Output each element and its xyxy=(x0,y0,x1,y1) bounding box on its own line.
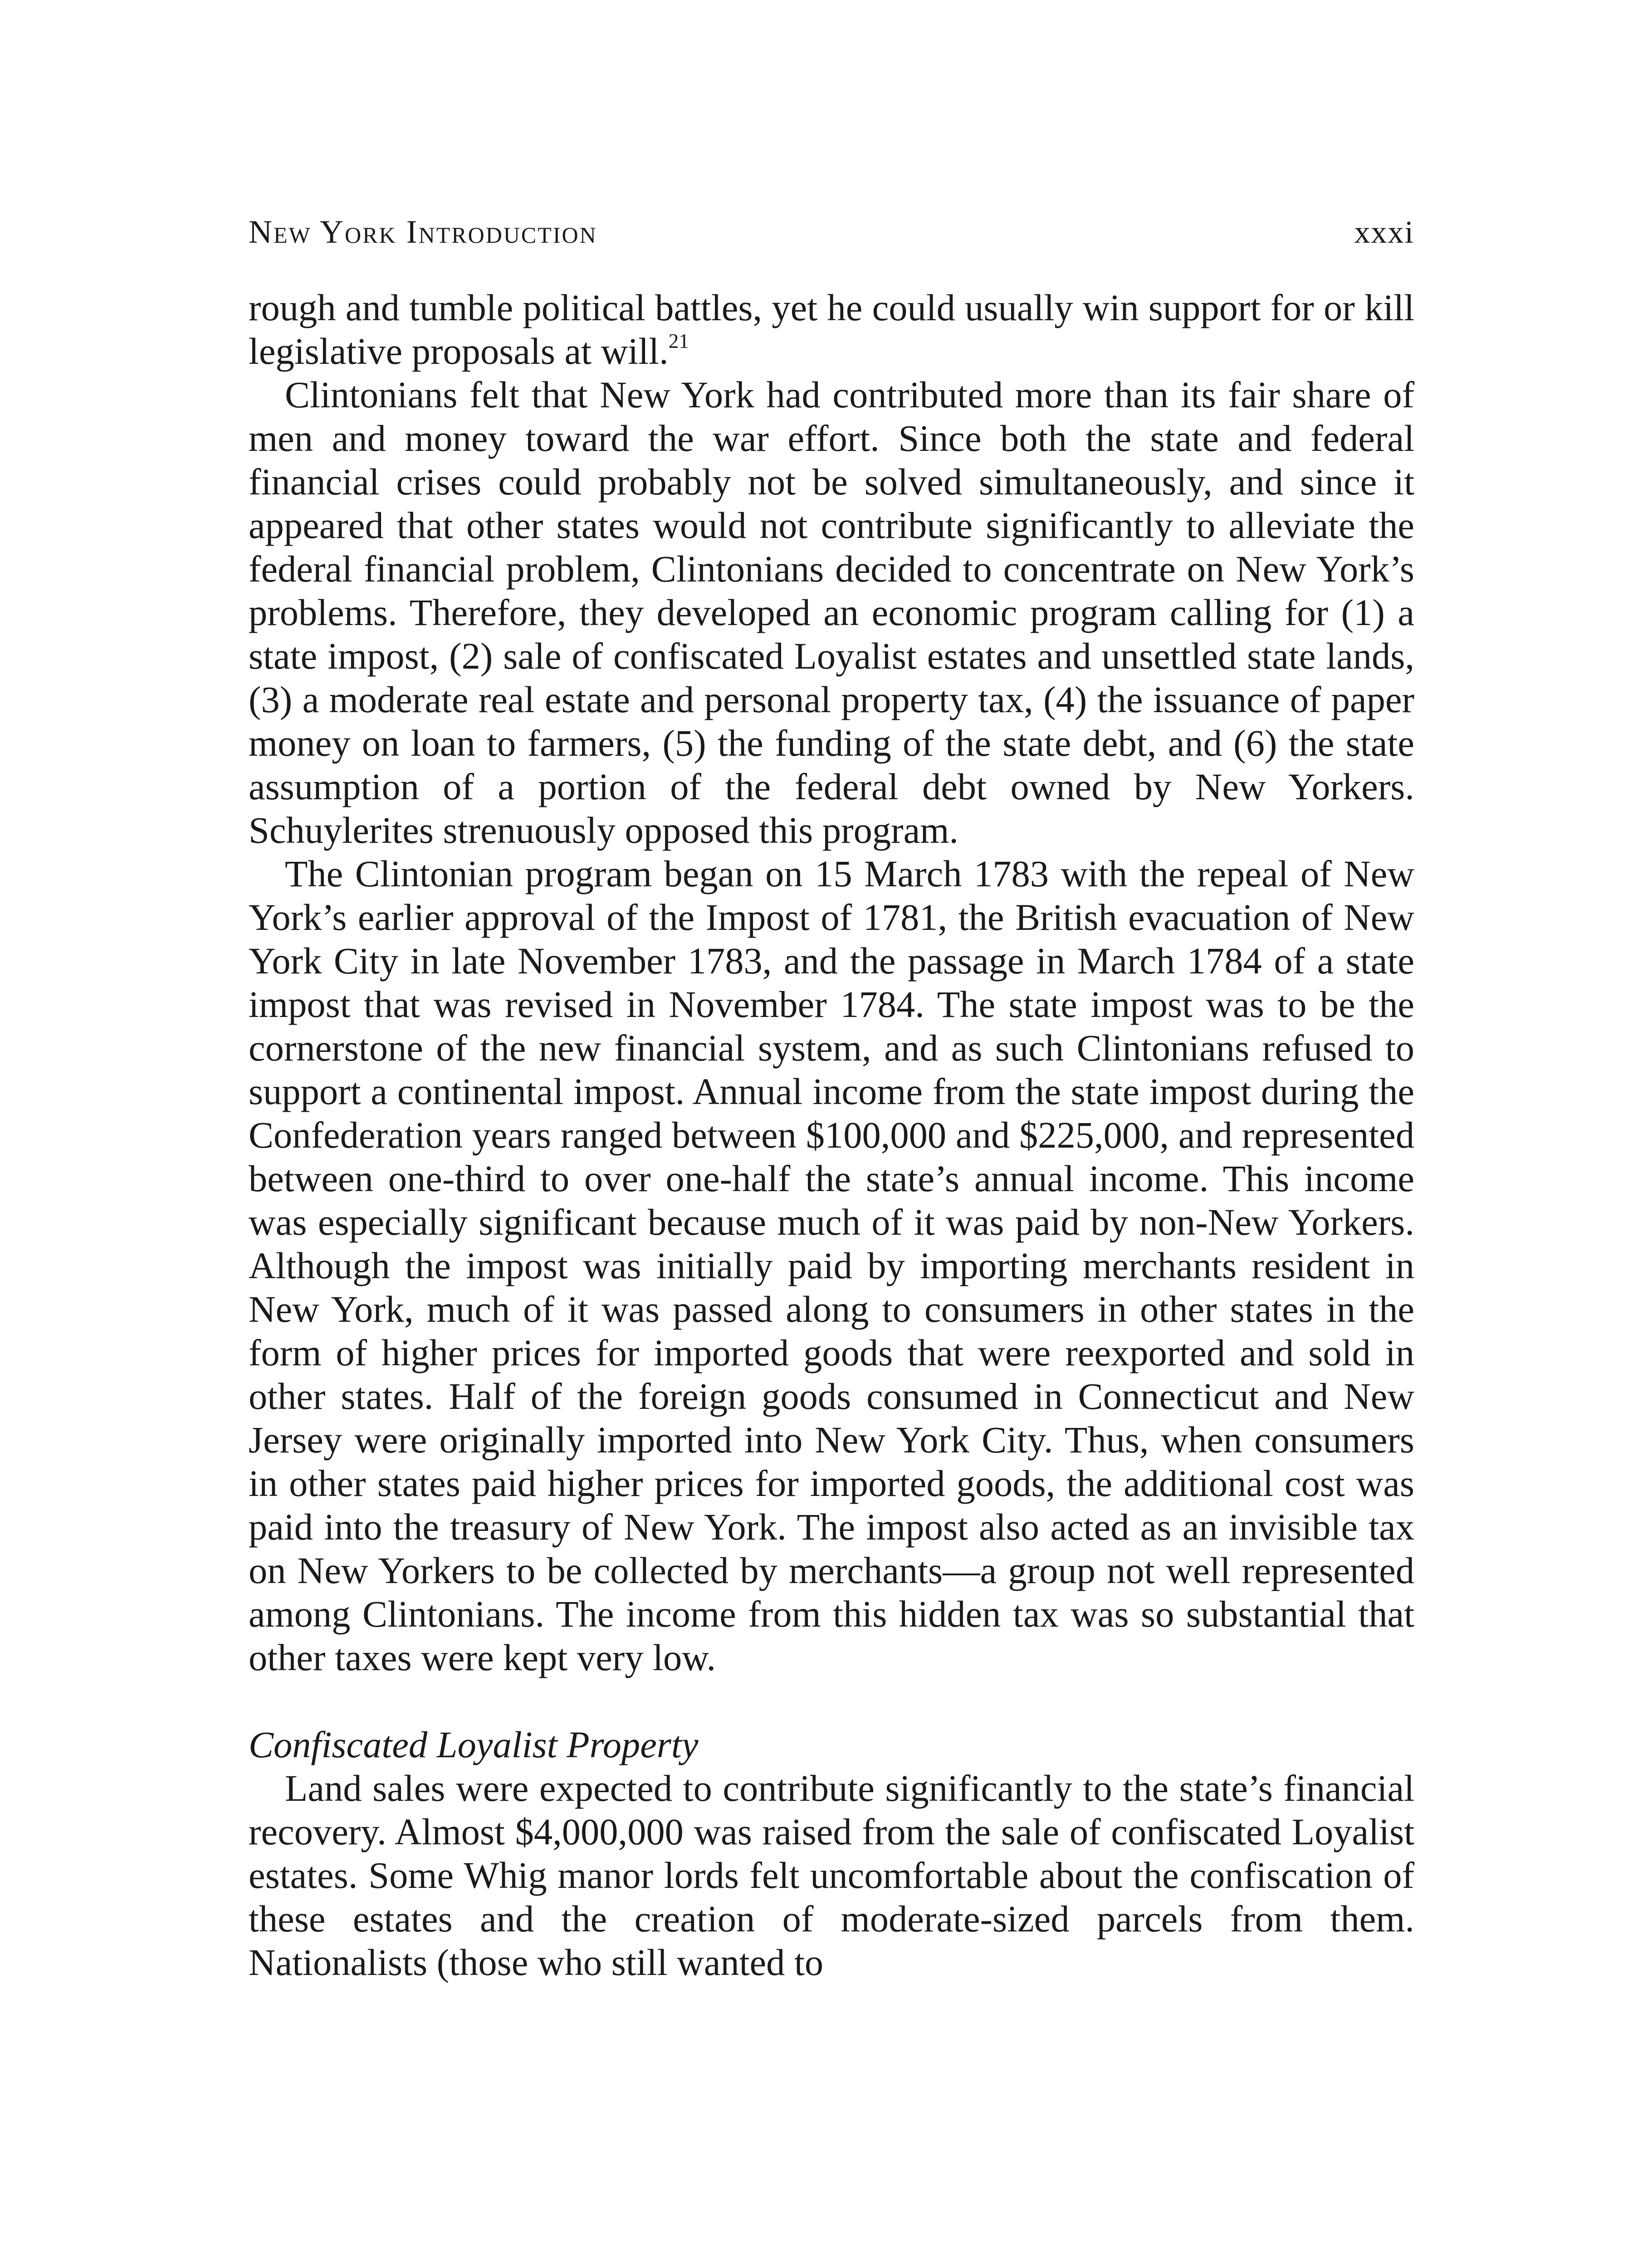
book-page xyxy=(249,213,1414,1984)
section-heading: Confiscated Loyalist Property xyxy=(249,1724,699,1765)
paragraph: Land sales were expected to contribute significantly to the state’s financial recovery. Almost $4,000,000 was raised from the sale of confiscated Loyalist estates. Some Whig manor lords felt uncomfortable about the confiscation of these estates and the creation of moderate-sized parcels from them. Nationalists (those who still wanted to xyxy=(249,1767,1414,1983)
paragraph-continuation xyxy=(249,286,1414,373)
running-head xyxy=(249,213,1414,268)
body-text xyxy=(249,286,1414,1984)
footnote-reference: 21 xyxy=(668,329,689,352)
page-number: xxxi xyxy=(1354,215,1414,250)
paragraph: Clintonians felt that New York had contributed more than its fair share of men and money toward the war effort. Since both the state and federal financial crises could probably not be solved simultaneously, and since it appeared that other states would not contribute significantly to alleviate the federal financial problem, Clintonians decided to concentrate on New York’s problems. Therefore, they developed an economic program calling for (1) a state impost, (2) sale of confiscated Loyalist estates and unsettled state lands, (3) a moderate real estate and personal property tax, (4) the issuance of paper money on loan to farmers, (5) the funding of the state debt, and (6) the state assumption of a portion of the federal debt owned by New Yorkers. Schuylerites strenuously opposed this program. xyxy=(249,374,1414,851)
paragraph: The Clintonian program began on 15 March 1783 with the repeal of New York’s earlier approval of the Impost of 1781, the British evacuation of New York City in late November 1783, and the passage in March 1784 of a state impost that was revised in November 1784. The state impost was to be the cornerstone of the new financial system, and as such Clintonians refused to support a continental impost. Annual income from the state impost during the Confederation years ranged between $100,000 and $225,000, and represented between one-third to over one-half the state’s annual income. This income was especially significant because much of it was paid by non-New Yorkers. Although the impost was initially paid by importing merchants resident in New York, much of it was passed along to consumers in other states in the form of higher prices for imported goods that were reexported and sold in other states. Half of the foreign goods consumed in Connecticut and New Jersey were originally imported into New York City. Thus, when consumers in other states paid higher prices for imported goods, the additional cost was paid into the treasury of New York. The impost also acted as an invisible tax on New Yorkers to be collected by merchants—a group not well represented among Clintonians. The income from this hidden tax was so substantial that other taxes were kept very low. xyxy=(249,853,1414,1678)
paragraph-text: rough and tumble political battles, yet he could usually win support for or kill legislative proposals at will. xyxy=(249,287,1414,372)
running-title: New York Introduction xyxy=(249,214,597,250)
